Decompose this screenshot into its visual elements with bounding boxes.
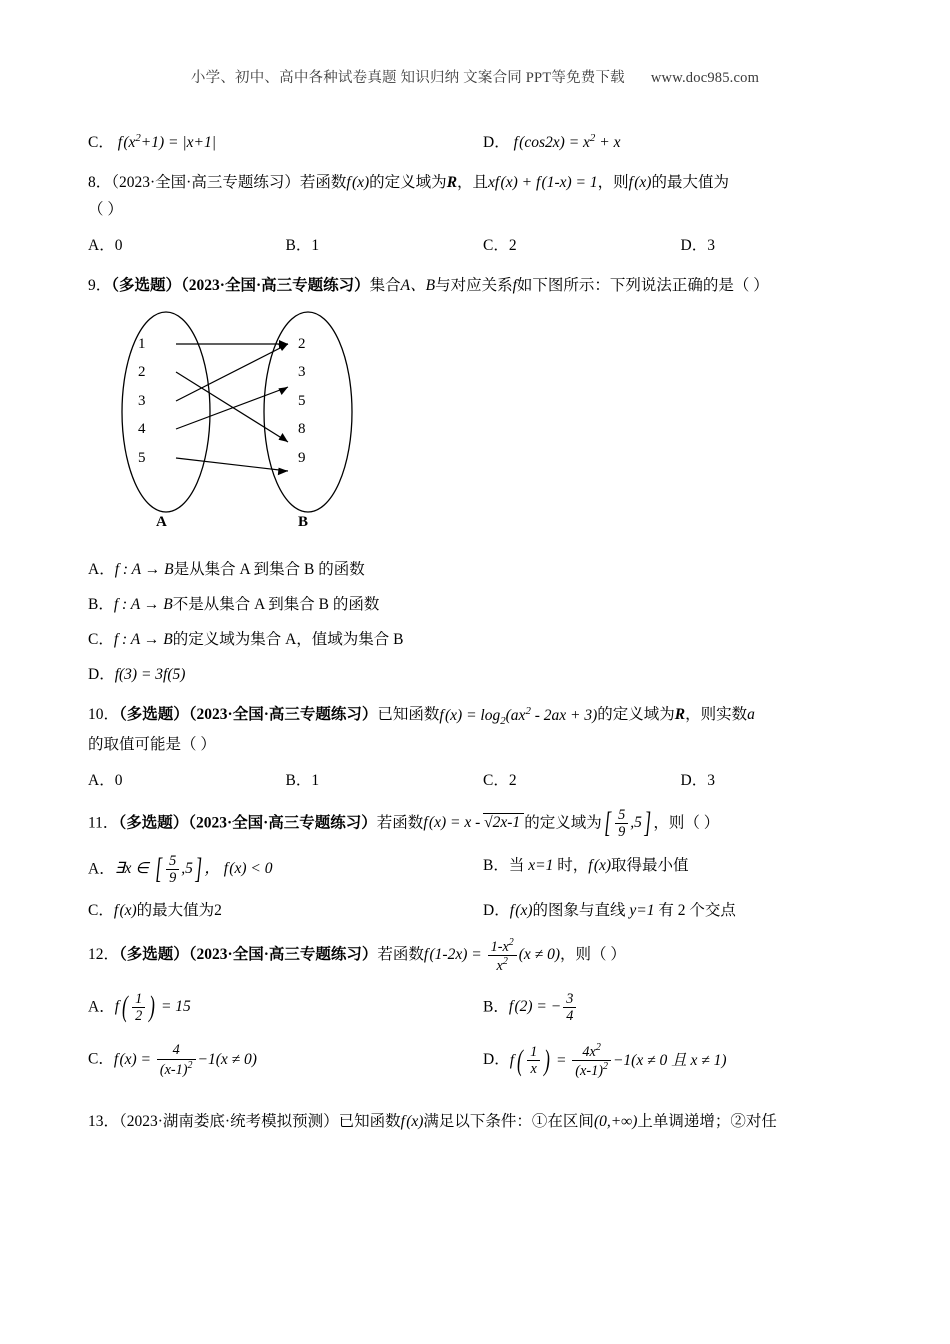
top-option-c — [88, 130, 483, 152]
right-item-2: 2 — [298, 336, 306, 353]
right-item-5: 5 — [298, 393, 306, 410]
question-9-multi: （多选题） — [111, 277, 182, 295]
q12-option-a[interactable] — [88, 991, 483, 1025]
q10-option-a[interactable]: A．0 — [88, 771, 123, 789]
left-item-5: 5 — [138, 450, 146, 467]
question-8-text: 8．（2023·全国·高三专题练习）若函数f (x)的定义域为R，且xf (x) + f (1-x) = 1，则f (x)的最大值为 — [88, 174, 729, 191]
q11-option-c-text: f (x)的最大值为2 — [113, 902, 222, 920]
q11-option-c-label: C． — [88, 902, 114, 920]
q11-option-c[interactable] — [88, 898, 483, 920]
question-13-t1: 已知函数 — [338, 1112, 401, 1130]
left-item-2: 2 — [138, 364, 146, 381]
question-12-expr: f (1-2x) = $\frac{1-x^2}{x^2}$ (x ≠ 0) — [423, 937, 560, 975]
q9-option-b-expr: f : A → B — [113, 596, 173, 614]
question-10-source: （2023·全国·高三专题练习） — [188, 706, 378, 724]
option-d-expr: f $(\cos 2x) = x^2 + x$ — [513, 131, 621, 151]
question-13 — [88, 1108, 878, 1135]
question-9-t2: 与对应关系 — [435, 277, 513, 295]
question-11-source: （2023·全国·高三专题练习） — [188, 814, 377, 832]
q12-option-c[interactable] — [88, 1042, 483, 1079]
q10-option-d[interactable]: D．3 — [680, 771, 715, 789]
question-8-options — [88, 233, 878, 255]
question-9-sets: A、B — [400, 277, 436, 295]
q12-option-b-expr: f (2) = − $\frac{3}{4}$ — [509, 998, 578, 1015]
q11-option-d[interactable] — [483, 898, 878, 920]
question-12-options-row2 — [88, 1042, 878, 1079]
question-10-multi: （多选题） — [119, 706, 189, 724]
option-d-label: D． — [483, 134, 510, 151]
question-8-t2: 的定义域为 — [369, 174, 447, 191]
q12-option-d-expr: f ( $\frac{1}{x}$ ) = $\frac{4x^2}{(x-1)^2}$ −1(x ≠ 0 且 x ≠ 1) — [509, 1042, 727, 1080]
right-item-3: 3 — [298, 364, 306, 381]
question-11-t3: ，则（ ） — [653, 814, 720, 832]
q9-option-a-expr: f : A → B — [114, 561, 174, 579]
question-10-t3: ，则实数 — [685, 706, 748, 724]
question-13-t3: 上单调递增；②对任 — [637, 1112, 777, 1130]
question-8-number: 8． — [88, 174, 112, 191]
question-10-t1: 已知函数 — [377, 706, 440, 724]
question-11-options-row1 — [88, 853, 878, 887]
question-8-t1: 若函数 — [299, 174, 347, 191]
question-8 — [88, 169, 878, 255]
question-12-text — [88, 937, 878, 974]
q12-option-a-expr: f ( $\frac{1}{2}$ ) = 15 — [114, 990, 191, 1024]
q9-option-b[interactable] — [88, 592, 878, 614]
q12-option-d[interactable] — [483, 1042, 878, 1079]
q9-option-c-expr: f : A → B — [113, 631, 173, 649]
question-8-R: R — [446, 174, 458, 191]
q9-option-d[interactable] — [88, 662, 878, 684]
q9-option-d-expr: f(3) = 3f(5) — [114, 666, 186, 684]
mapping-diagram — [108, 309, 428, 544]
q9-option-c[interactable] — [88, 627, 878, 649]
set-label-a: A — [156, 514, 167, 531]
q10-option-c[interactable]: C．2 — [483, 771, 517, 789]
question-12-t1: 若函数 — [377, 946, 424, 964]
question-10-number: 10． — [88, 706, 120, 724]
q11-option-b[interactable] — [483, 853, 878, 887]
q11-option-d-text: f (x)的图象与直线 y=1 有 2 个交点 — [509, 902, 736, 920]
q12-option-c-expr: f (x) = $\frac{4}{(x-1)^2}$ −1(x ≠ 0) — [113, 1042, 257, 1078]
page-header — [0, 66, 950, 87]
question-10-expr: f $(x) = \log_2(ax^2 - 2ax + 3)$ — [439, 704, 598, 727]
question-10-a: a — [747, 706, 755, 724]
option-c-expr: f $(x^2+1) = |x+1|$ — [117, 131, 217, 151]
header-site: www.doc985.com — [650, 70, 760, 86]
question-12-source: （2023·全国·高三专题练习） — [188, 946, 378, 964]
question-11-expr: f (x) = x - √2x-1 — [423, 814, 524, 831]
question-11-t2: 的定义域为 — [524, 814, 602, 832]
document-content — [88, 130, 878, 1135]
question-10-text2: 的取值可能是（ ） — [88, 735, 216, 753]
q8-option-c[interactable]: C．2 — [483, 237, 517, 255]
q11-option-b-label: B． — [483, 856, 509, 874]
q12-option-c-label: C． — [88, 1050, 114, 1068]
question-11 — [88, 807, 878, 921]
question-8-t5: 的最大值为 — [651, 174, 729, 191]
option-c-label: C． — [88, 134, 114, 151]
q11-option-a-expr: ∃x ∈ [ $\frac{5}{9}$ ,5] ， f (x) < 0 — [114, 852, 273, 886]
q12-option-b-label: B． — [483, 998, 509, 1016]
question-11-text — [88, 807, 878, 841]
question-10-text — [88, 701, 878, 730]
q9-option-a-label: A． — [88, 561, 115, 579]
question-11-number: 11． — [88, 814, 119, 832]
question-9-t3: 如下图所示：下列说法正确的是（ ） — [516, 277, 769, 295]
question-11-domain: [ $\frac{5}{9}$ ,5] — [603, 806, 652, 841]
q11-option-d-label: D． — [483, 902, 510, 920]
question-11-multi: （多选题） — [118, 814, 189, 832]
top-option-d — [483, 130, 878, 152]
question-9 — [88, 272, 878, 684]
q9-option-a[interactable] — [88, 557, 878, 579]
question-13-number: 13． — [88, 1112, 120, 1130]
question-12-number: 12． — [88, 946, 120, 964]
q11-option-b-text: 当 x=1 时，f (x)取得最小值 — [508, 856, 689, 874]
question-8-brackets: （ ） — [88, 201, 123, 219]
right-item-9: 9 — [298, 450, 306, 467]
question-8-t3: ，且 — [457, 174, 489, 191]
question-9-f: f — [512, 277, 517, 295]
q12-option-d-label: D． — [483, 1051, 510, 1069]
q12-option-a-label: A． — [88, 998, 115, 1016]
q9-option-c-text: 的定义域为集合 A，值域为集合 B — [172, 631, 404, 649]
right-item-8: 8 — [298, 421, 306, 438]
q9-option-d-label: D． — [88, 666, 115, 684]
q8-option-b[interactable]: B．1 — [285, 237, 320, 255]
q8-option-d[interactable]: D．3 — [680, 237, 715, 255]
q9-option-c-label: C． — [88, 631, 114, 649]
q9-option-b-label: B． — [88, 596, 114, 614]
left-item-1: 1 — [138, 336, 146, 353]
question-10-R: R — [674, 706, 686, 724]
question-12-options-row1 — [88, 991, 878, 1025]
question-11-t1: 若函数 — [376, 814, 424, 832]
question-13-t2: 满足以下条件：①在区间 — [423, 1112, 594, 1130]
set-label-b: B — [298, 514, 309, 531]
question-12 — [88, 937, 878, 1079]
question-10-options — [88, 768, 878, 790]
question-9-text — [88, 272, 878, 299]
question-12-multi: （多选题） — [119, 946, 189, 964]
question-13-text: 13．（2023·湖南娄底·统考模拟预测）已知函数f (x)满足以下条件：①在区间(0,+∞)上单调递增；②对任 — [88, 1112, 777, 1130]
question-10 — [88, 701, 878, 789]
top-options-row — [88, 130, 878, 152]
q10-option-b[interactable]: B．1 — [285, 771, 320, 789]
question-10-t2: 的定义域为 — [597, 706, 675, 724]
left-item-4: 4 — [138, 421, 146, 438]
question-12-t2: ，则（ ） — [559, 946, 626, 964]
question-9-source: （2023·全国·高三专题练习） — [181, 277, 370, 295]
question-8-source: （2023·全国·高三专题练习） — [111, 174, 300, 191]
mapping-diagram-svg — [108, 309, 428, 544]
question-8-t4: ，则 — [597, 174, 629, 191]
question-13-source: （2023·湖南娄底·统考模拟预测） — [119, 1112, 339, 1130]
question-9-t1: 集合 — [369, 277, 401, 295]
q9-option-b-text: 不是从集合 A 到集合 B 的函数 — [172, 596, 380, 614]
q8-option-a[interactable]: A．0 — [88, 237, 123, 255]
q11-option-a[interactable] — [88, 853, 483, 887]
question-9-number: 9． — [88, 277, 112, 295]
question-13-interval: (0,+∞) — [593, 1112, 638, 1130]
q12-option-b[interactable] — [483, 991, 878, 1025]
question-11-options-row2 — [88, 898, 878, 920]
left-item-3: 3 — [138, 393, 146, 410]
header-text: 小学、初中、高中各种试卷真题 知识归纳 文案合同 PPT等免费下载 — [190, 70, 625, 86]
q9-option-a-text: 是从集合 A 到集合 B 的函数 — [173, 561, 365, 579]
q11-option-a-label: A． — [88, 859, 115, 877]
